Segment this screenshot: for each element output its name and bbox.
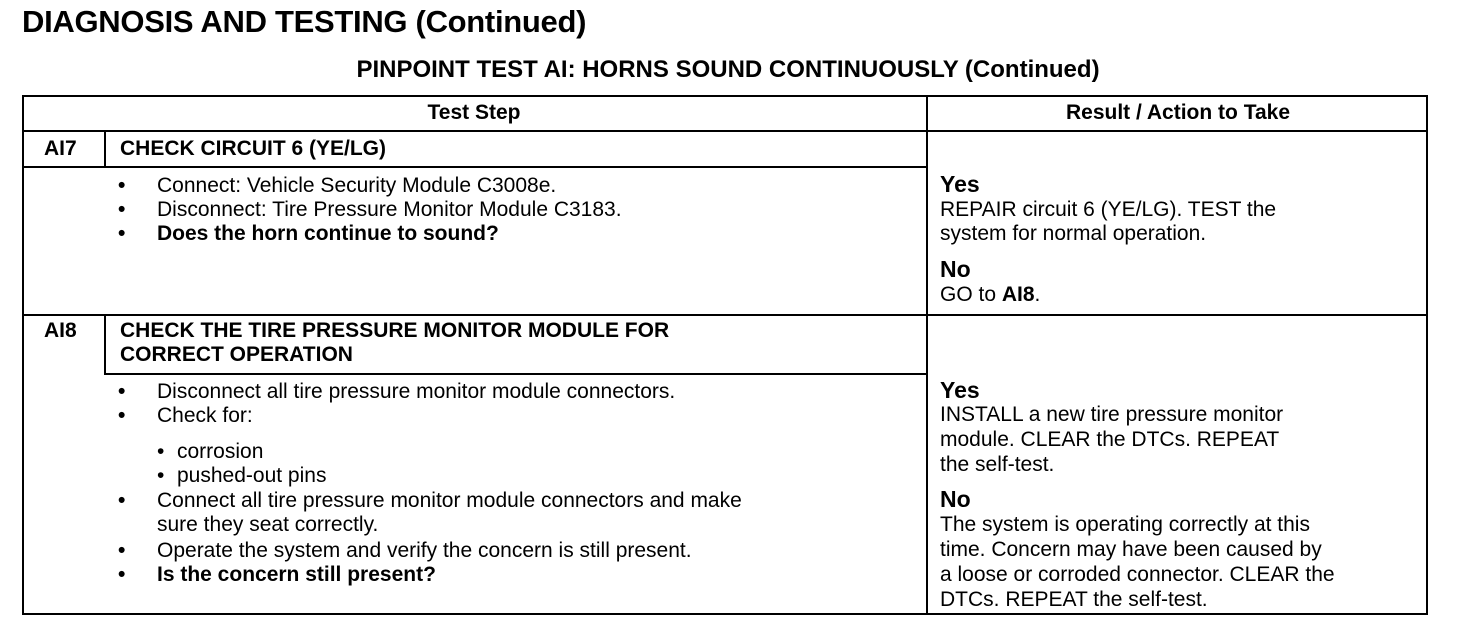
no-action-line: The system is operating correctly at this <box>940 513 1310 536</box>
header-test-step: Test Step <box>427 101 521 124</box>
list-item: Disconnect all tire pressure monitor module connectors. <box>157 380 676 403</box>
no-action-line: time. Concern may have been caused by <box>940 538 1322 561</box>
step-link-ai8[interactable]: AI8 <box>1001 283 1035 306</box>
list-item-question: Does the horn continue to sound? <box>157 222 499 245</box>
bullet-icon: • <box>118 404 126 427</box>
list-item-question: Is the concern still present? <box>157 563 436 586</box>
no-action-prefix: GO to <box>940 283 1002 306</box>
bullet-icon: • <box>118 198 126 221</box>
yes-action-line: module. CLEAR the DTCs. REPEAT <box>940 428 1280 451</box>
yes-label: Yes <box>940 377 980 403</box>
no-label: No <box>940 256 971 282</box>
step-title-ai8-line: CORRECT OPERATION <box>120 343 353 366</box>
pinpoint-test-title <box>0 56 1472 84</box>
header-divider <box>22 130 1428 132</box>
yes-action-line: REPAIR circuit 6 (YE/LG). TEST the <box>940 198 1277 221</box>
list-item: Disconnect: Tire Pressure Monitor Module C3183. <box>157 198 622 221</box>
no-action-suffix: . <box>1034 283 1041 306</box>
sub-list-item: corrosion <box>177 440 264 463</box>
header-result-action: Result / Action to Take <box>1065 101 1291 124</box>
bullet-icon: • <box>118 563 126 586</box>
ai7-ai8-divider <box>22 314 1428 316</box>
bullet-icon: • <box>118 222 126 245</box>
no-action-line: a loose or corroded connector. CLEAR the <box>940 563 1335 586</box>
ai7-title-divider <box>22 166 928 168</box>
bullet-icon: • <box>118 380 126 403</box>
sub-bullet-icon: • <box>157 440 165 463</box>
list-item: Check for: <box>157 404 253 427</box>
bullet-icon: • <box>118 539 126 562</box>
ai7-id-divider <box>104 130 106 167</box>
yes-label: Yes <box>940 171 980 197</box>
no-label: No <box>940 486 971 512</box>
pinpoint-test-title-text: PINPOINT TEST AI: HORNS SOUND CONTINUOUSLY (Continued) <box>356 56 1100 83</box>
ai8-title-divider <box>104 373 928 375</box>
sub-bullet-icon: • <box>157 464 165 487</box>
list-item: Operate the system and verify the concern is still present. <box>157 539 692 562</box>
list-item: Connect: Vehicle Security Module C3008e. <box>157 174 557 197</box>
yes-action-line: INSTALL a new tire pressure monitor <box>940 403 1284 426</box>
ai8-id-divider <box>104 315 106 374</box>
step-id-ai8: AI8 <box>44 319 77 342</box>
sub-list-item: pushed-out pins <box>177 464 327 487</box>
step-title-ai7: CHECK CIRCUIT 6 (YE/LG) <box>120 137 387 160</box>
bullet-icon: • <box>118 489 126 512</box>
column-divider <box>926 95 928 615</box>
yes-action-line: system for normal operation. <box>940 222 1207 245</box>
page-title: DIAGNOSIS AND TESTING (Continued) <box>22 4 587 39</box>
list-item-continued: sure they seat correctly. <box>157 513 379 536</box>
no-action <box>940 283 1040 307</box>
bullet-icon: • <box>118 174 126 197</box>
no-action-line: DTCs. REPEAT the self-test. <box>940 588 1208 611</box>
list-item: Connect all tire pressure monitor module connectors and make <box>157 489 742 512</box>
step-title-ai8-line: CHECK THE TIRE PRESSURE MONITOR MODULE FOR <box>120 319 670 342</box>
step-id-ai7: AI7 <box>44 137 77 160</box>
yes-action-line: the self-test. <box>940 453 1055 476</box>
